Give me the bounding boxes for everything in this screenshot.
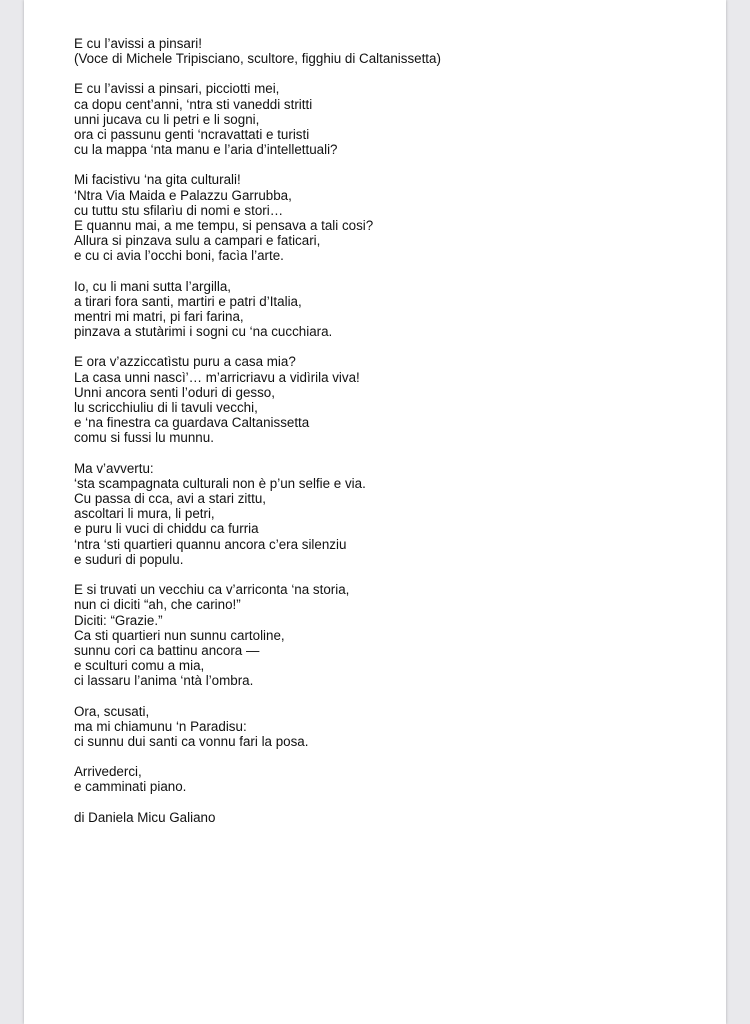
stanza (74, 461, 694, 567)
poem-line: ‘ntra ‘sti quartieri quannu ancora c’era silenziu (74, 536, 347, 552)
poem-stanzas (74, 81, 694, 794)
poem-line: unni jucava cu li petri e li sogni, (74, 111, 260, 127)
poem-line: ca dopu cent’anni, ‘ntra sti vaneddi stritti (74, 96, 313, 112)
poem-line: Unni ancora senti l’oduri di gesso, (74, 384, 275, 400)
poem-line: ora ci passunu genti ‘ncravattati e turisti (74, 127, 310, 143)
poem-line: ‘Ntra Via Maida e Palazzu Garrubba, (74, 187, 292, 203)
poem-line: e sculturi comu a mia, (74, 658, 205, 674)
stanza (74, 279, 694, 340)
poem-line: Ora, scusati, (74, 703, 150, 719)
poem-title: E cu l’avissi a pinsari! (74, 36, 203, 51)
poem-line: cu tuttu stu sfilarìu di nomi e stori… (74, 202, 284, 218)
poem-line: ascoltari li mura, li petri, (74, 506, 215, 522)
poem-line: E cu l’avissi a pinsari, picciotti mei, (74, 81, 280, 97)
poem-line: Ma v’avvertu: (74, 460, 154, 476)
poem-text (74, 36, 694, 840)
poem-line: Arrivederci, (74, 764, 142, 780)
signature: di Daniela Micu Galiano (74, 809, 216, 825)
poem-line: lu scricchiuliu di li tavuli vecchi, (74, 400, 258, 416)
poem-line: E ora v’azziccatìstu puru a casa mia? (74, 354, 296, 370)
poem-heading-block (74, 36, 694, 66)
poem-line: Io, cu li mani sutta l’argilla, (74, 278, 232, 294)
stanza (74, 582, 694, 688)
poem-line: ‘sta scampagnata culturali non è p’un selfie e via. (74, 475, 366, 491)
poem-line: ci lassaru l’anima ‘ntà l’ombra. (74, 673, 254, 689)
poem-line: nun ci diciti “ah, che carino!” (74, 597, 241, 613)
poem-line: cu la mappa ‘nta manu e l’aria d’intellettuali? (74, 142, 338, 158)
poem-line: ma mi chiamunu ‘n Paradisu: (74, 718, 247, 734)
poem-line: e ‘na finestra ca guardava Caltanissetta (74, 415, 310, 431)
poem-line: a tirari fora santi, martiri e patri d’Italia, (74, 293, 302, 309)
poem-line: Allura si pinzava sulu a campari e faticari, (74, 233, 321, 249)
poem-line: Diciti: “Grazie.” (74, 612, 163, 628)
stanza (74, 81, 694, 157)
poem-line: comu si fussi lu munnu. (74, 430, 214, 446)
signature-block (74, 810, 694, 825)
poem-line: E si truvati un vecchiu ca v’arriconta ‘na storia, (74, 582, 350, 598)
stanza (74, 764, 694, 794)
poem-line: e cu ci avia l’occhi boni, facìa l’arte. (74, 248, 284, 264)
poem-line: sunnu cori ca battinu ancora — (74, 642, 260, 658)
poem-line: Ca sti quartieri nun sunnu cartoline, (74, 627, 285, 643)
document-page (24, 0, 726, 1024)
poem-line: e camminati piano. (74, 779, 187, 795)
poem-line: mentri mi matri, pi fari farina, (74, 309, 244, 325)
stanza (74, 704, 694, 750)
poem-line: e suduri di populu. (74, 551, 184, 567)
poem-line: Mi facistivu ‘na gita culturali! (74, 172, 241, 188)
poem-line: e puru li vuci di chiddu ca furria (74, 521, 259, 537)
poem-line: Cu passa di cca, avi a stari zittu, (74, 491, 267, 507)
stanza (74, 172, 694, 263)
poem-line: pinzava a stutàrimi i sogni cu ‘na cucchiara. (74, 324, 333, 340)
poem-line: E quannu mai, a me tempu, si pensava a tali cosi? (74, 218, 374, 234)
poem-line: ci sunnu dui santi ca vonnu fari la posa. (74, 733, 309, 749)
poem-line: La casa unni nascì’… m’arricriavu a vidìrila viva! (74, 369, 360, 385)
stanza (74, 354, 694, 445)
poem-subtitle: (Voce di Michele Tripisciano, scultore, figghiu di Caltanissetta) (74, 51, 441, 67)
